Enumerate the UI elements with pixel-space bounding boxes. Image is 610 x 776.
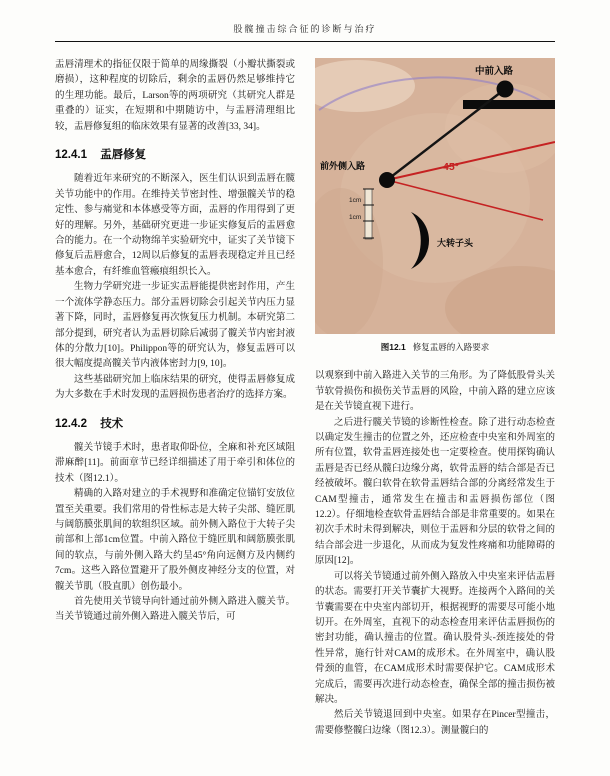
paragraph-intro: 盂唇清理术的指征仅限于简单的周缘撕裂（小瓣状撕裂或磨损），这种程度的切除后，剩余的盂唇仍然足够维持它的生理功能。最后，Larson等的两项研究（其研究人群是重叠的）证实，在短期和中期随访中，与盂唇清理组比较，盂唇修复组的临床效果有显著的改善[33, 34]。 [55,60,295,132]
header-rule [55,41,555,42]
anterolateral-portal-marker [379,172,395,188]
ruler-label: 1cm [349,214,362,221]
paragraph: 之后进行髋关节镜的诊断性检查。除了进行动态检查以确定发生撞击的位置之外，还应检查中央室和外周室的所有位置，软骨盂唇连接处也一定要检查。使用探钩确认盂唇是否已经从髋臼边缘分离，软骨盂唇的结合部是否已经被破坏。髋臼软骨在软骨盂唇结合部的分离经常发生于CAM型撞击，通常发生在撞击和盂唇损伤部位（图12.2）。仔细地检查软骨盂唇结合部是非常重要的。如果在初次手术时未得到解决，则位于盂唇和分层的软骨之间的结合部会进一步退化，从而成为复发性疼痛和功能障碍的原因[12]。 [315,417,555,567]
figure-number: 图12.1 [380,342,406,352]
figure-12-1 [315,58,555,355]
portal-annotation-illustration [315,58,555,334]
section-heading-labral-repair [55,148,295,163]
mid-anterior-portal-marker [497,81,514,98]
paragraph: 然后关节镜退回到中央室。如果存在Pincer型撞击，需要修整髋臼边缘（图12.3）。测量髋臼的 [315,710,555,736]
left-column [55,58,295,739]
ruler [365,189,372,239]
greater-trochanter-label: 大转子头 [437,238,474,248]
orientation-bar [463,100,555,109]
section-number: 12.4.2 [55,417,87,430]
paragraph: 首先使用关节镜导向针通过前外侧入路进入髋关节。当关节镜通过前外侧入路进入髋关节后，可 [55,597,295,623]
angle-label: 45° [443,161,459,173]
ruler-label: 1cm [349,197,362,204]
section-title: 盂唇修复 [100,149,147,162]
paragraph: 随着近年来研究的不断深入，医生们认识到盂唇在髋关节功能中的作用。在维持关节密封性、增强髋关节的稳定性、参与痛觉和本体感受等方面，盂唇的作用得到了更好的理解。另外，基础研究更进一步证实修复后的盂唇愈合的能力。在一个动物绵羊实验研究中，证实了关节镜下修复后盂唇愈合，12周以后修复的盂唇表现稳定并且已经基本愈合，有纤维血管瘢痕组织长入。 [55,174,295,277]
paragraph: 髋关节镜手术时，患者取仰卧位，全麻和补充区域阻滞麻醉[11]。前面章节已经详细描述了用于牵引和体位的技术（图12.1）。 [55,442,295,484]
two-column-body [55,58,555,739]
paragraph: 以观察到中前入路进入关节的三角形。为了降低股骨头关节软骨损伤和损伤关节盂唇的风险，中前入路的建立应该是在关节镜直视下进行。 [315,371,555,413]
right-column [315,58,555,739]
paragraph: 可以将关节镜通过前外侧入路放入中央室来评估盂唇的状态。需要打开关节囊扩大视野。连接两个入路间的关节囊需要在中央室内部切开，根据视野的需要尽可能小地切开。在外周室，直视下的动态检查用来评估盂唇损伤的密封功能，确认撞击的位置。确认股骨头-颈连接处的骨性异常，施行针对CAM的成形术。在外周室中，确认股骨颈的血管，在CAM成形术时需要保护它。CAM成形术完成后，需要再次进行动态检查，确保全部的撞击损伤被解决。 [315,571,555,705]
paragraph: 这些基础研究加上临床结果的研究，使得盂唇修复成为大多数在手术时发现的盂唇损伤患者治疗的选择方案。 [55,374,295,401]
paragraph: 生物力学研究进一步证实盂唇能提供密封作用，产生一个流体学静态压力。部分盂唇切除会引起关节内压力显著下降，同时，盂唇修复再次恢复压力机制。本研究第二部分提到，研究者认为盂唇切除后减弱了髋关节内密封液体的分散力[10]。Philippon等的研究认为，修复盂唇可以很大幅度提高髋关节内液体密封力[9, 10]。 [55,282,295,370]
section-heading-technique [55,417,295,432]
page-header [55,22,555,42]
figure-caption [315,340,555,355]
paragraph: 精确的入路对建立的手术视野和准确定位锚钉安放位置至关重要。我们常用的骨性标志是大转子尖部、缝匠肌与阔筋膜张肌间的软组织区域。前外侧入路位于大转子尖前部和上部1cm位置。中前入路位于缝匠肌和阔筋膜张肌间的软点，与前外侧入路大约呈45°角向远侧方及内侧约7cm。这些入路位置避开了股外侧皮神经分支的位置，对髋关节肌（股直肌）创伤最小。 [55,489,295,592]
running-head: 股髋撞击综合征的诊断与治疗 [233,24,377,34]
section-number: 12.4.1 [55,149,87,162]
anterolateral-portal-label: 前外侧入路 [320,161,366,171]
mid-anterior-portal-label: 中前入路 [475,66,514,77]
figure-caption-text: 修复盂唇的入路要求 [412,342,490,352]
section-title: 技术 [100,417,124,430]
figure-photo [315,58,555,334]
